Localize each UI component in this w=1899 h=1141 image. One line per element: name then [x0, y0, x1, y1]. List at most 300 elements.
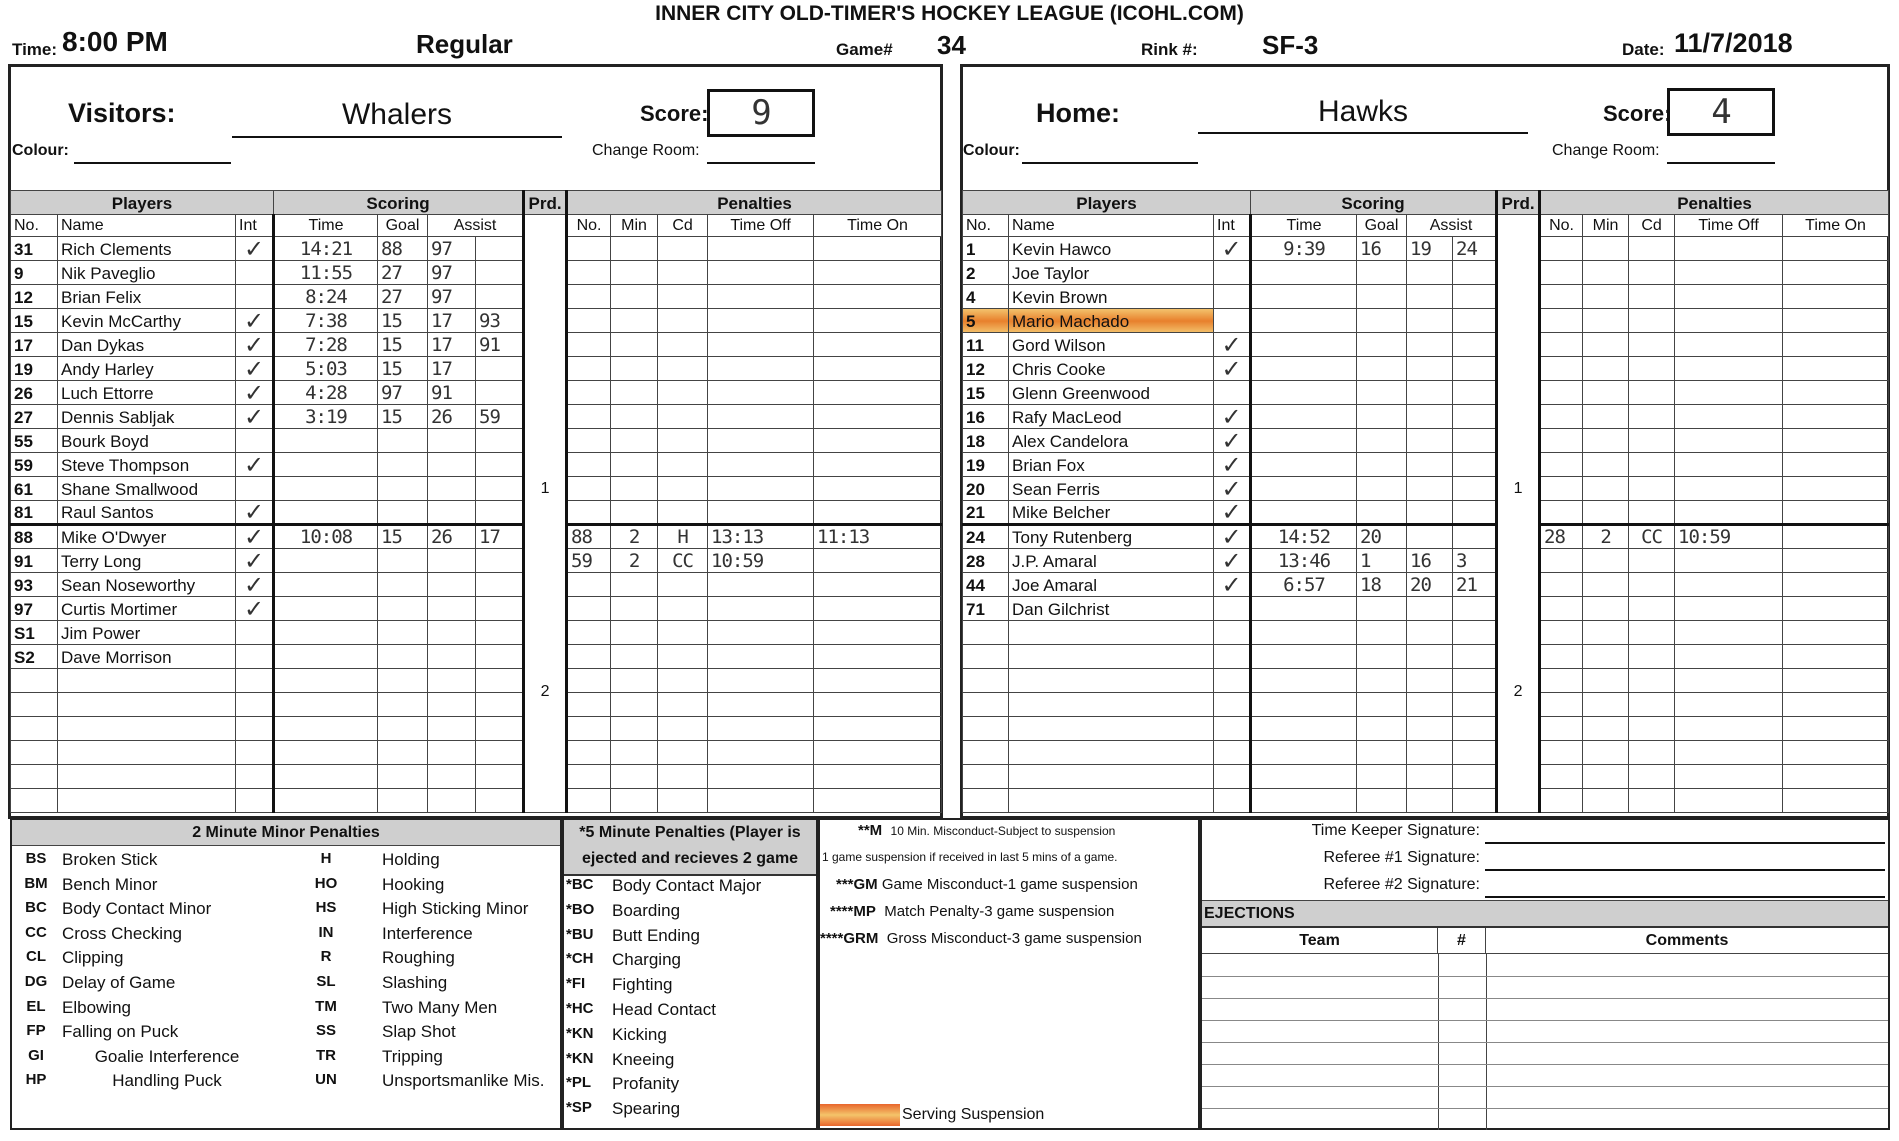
penalty-code[interactable]: [658, 645, 708, 669]
penalty-minutes[interactable]: [611, 741, 658, 765]
goal-scorer[interactable]: [378, 789, 428, 813]
penalty-minutes[interactable]: [611, 357, 658, 381]
penalty-minutes[interactable]: [1583, 285, 1629, 309]
goal-scorer[interactable]: [378, 717, 428, 741]
penalty-minutes[interactable]: [611, 693, 658, 717]
penalty-time-on[interactable]: [1783, 453, 1889, 477]
assist-1[interactable]: 91: [428, 381, 476, 405]
penalty-code[interactable]: [658, 381, 708, 405]
goal-scorer[interactable]: [1357, 501, 1407, 525]
penalty-time-on[interactable]: [1783, 525, 1889, 549]
ejection-row-line[interactable]: [1202, 1086, 1888, 1087]
penalty-time-on[interactable]: [1783, 285, 1889, 309]
referee1-signature-line[interactable]: [1485, 869, 1885, 871]
penalty-time-on[interactable]: [814, 717, 942, 741]
penalty-code[interactable]: [658, 693, 708, 717]
goal-scorer[interactable]: [378, 765, 428, 789]
penalty-time-on[interactable]: [1783, 237, 1889, 261]
penalty-code[interactable]: [1629, 285, 1675, 309]
assist-2[interactable]: [476, 237, 524, 261]
penalty-code[interactable]: [1629, 381, 1675, 405]
goal-time[interactable]: 7:38: [274, 309, 378, 333]
penalty-time-on[interactable]: [1783, 381, 1889, 405]
penalty-code[interactable]: [658, 741, 708, 765]
assist-2[interactable]: [476, 549, 524, 573]
penalty-time-off[interactable]: [708, 621, 814, 645]
penalty-time-on[interactable]: [814, 261, 942, 285]
assist-1[interactable]: [1407, 501, 1453, 525]
penalty-time-off[interactable]: [708, 765, 814, 789]
goal-time[interactable]: [1251, 453, 1357, 477]
penalty-code[interactable]: [658, 357, 708, 381]
penalty-time-off[interactable]: [708, 669, 814, 693]
penalty-minutes[interactable]: [1583, 789, 1629, 813]
penalty-time-on[interactable]: [1783, 429, 1889, 453]
penalty-player-number[interactable]: [567, 669, 611, 693]
penalty-player-number[interactable]: [1540, 261, 1583, 285]
penalty-player-number[interactable]: [567, 357, 611, 381]
penalty-minutes[interactable]: [611, 381, 658, 405]
penalty-minutes[interactable]: [611, 285, 658, 309]
penalty-minutes[interactable]: [1583, 477, 1629, 501]
assist-2[interactable]: [1453, 645, 1497, 669]
penalty-time-off[interactable]: [1675, 405, 1783, 429]
penalty-player-number[interactable]: [1540, 501, 1583, 525]
penalty-time-off[interactable]: [1675, 717, 1783, 741]
goal-scorer[interactable]: 88: [378, 237, 428, 261]
penalty-code[interactable]: [658, 573, 708, 597]
goal-time[interactable]: [1251, 261, 1357, 285]
assist-2[interactable]: [1453, 309, 1497, 333]
penalty-player-number[interactable]: [1540, 717, 1583, 741]
assist-2[interactable]: [1453, 333, 1497, 357]
penalty-time-off[interactable]: [708, 645, 814, 669]
penalty-code[interactable]: [658, 285, 708, 309]
goal-scorer[interactable]: [378, 501, 428, 525]
penalty-player-number[interactable]: [1540, 453, 1583, 477]
penalty-player-number[interactable]: [1540, 285, 1583, 309]
penalty-time-on[interactable]: [814, 381, 942, 405]
penalty-code[interactable]: [1629, 501, 1675, 525]
penalty-minutes[interactable]: [1583, 645, 1629, 669]
penalty-player-number[interactable]: [567, 285, 611, 309]
penalty-time-off[interactable]: [708, 741, 814, 765]
penalty-minutes[interactable]: [611, 669, 658, 693]
penalty-time-off[interactable]: [708, 477, 814, 501]
goal-scorer[interactable]: [378, 597, 428, 621]
goal-time[interactable]: [274, 477, 378, 501]
penalty-time-on[interactable]: [814, 645, 942, 669]
assist-1[interactable]: [428, 573, 476, 597]
penalty-player-number[interactable]: [1540, 765, 1583, 789]
penalty-code[interactable]: [658, 717, 708, 741]
goal-time[interactable]: [1251, 645, 1357, 669]
goal-time[interactable]: [274, 429, 378, 453]
penalty-minutes[interactable]: [1583, 693, 1629, 717]
penalty-minutes[interactable]: [1583, 501, 1629, 525]
penalty-code[interactable]: [1629, 789, 1675, 813]
penalty-player-number[interactable]: [1540, 645, 1583, 669]
penalty-time-on[interactable]: [1783, 693, 1889, 717]
ejection-row-line[interactable]: [1202, 998, 1888, 999]
penalty-minutes[interactable]: [1583, 405, 1629, 429]
penalty-code[interactable]: [658, 501, 708, 525]
goal-scorer[interactable]: [1357, 333, 1407, 357]
goal-time[interactable]: [1251, 357, 1357, 381]
penalty-time-on[interactable]: [814, 789, 942, 813]
ejection-row-line[interactable]: [1202, 1020, 1888, 1021]
penalty-player-number[interactable]: [567, 429, 611, 453]
goal-scorer[interactable]: [1357, 453, 1407, 477]
referee2-signature-line[interactable]: [1485, 896, 1885, 898]
penalty-code[interactable]: [1629, 453, 1675, 477]
assist-1[interactable]: 17: [428, 357, 476, 381]
assist-1[interactable]: 26: [428, 525, 476, 549]
penalty-code[interactable]: [1629, 573, 1675, 597]
penalty-time-on[interactable]: [1783, 741, 1889, 765]
assist-2[interactable]: [476, 261, 524, 285]
penalty-player-number[interactable]: [567, 453, 611, 477]
penalty-time-off[interactable]: [708, 357, 814, 381]
goal-scorer[interactable]: [378, 573, 428, 597]
penalty-time-off[interactable]: [708, 717, 814, 741]
assist-1[interactable]: [428, 621, 476, 645]
goal-time[interactable]: 9:39: [1251, 237, 1357, 261]
penalty-time-on[interactable]: [1783, 621, 1889, 645]
goal-scorer[interactable]: [378, 453, 428, 477]
goal-scorer[interactable]: [1357, 669, 1407, 693]
goal-scorer[interactable]: 15: [378, 525, 428, 549]
penalty-player-number[interactable]: [1540, 309, 1583, 333]
goal-scorer[interactable]: [1357, 477, 1407, 501]
penalty-player-number[interactable]: [567, 765, 611, 789]
penalty-minutes[interactable]: [611, 477, 658, 501]
penalty-player-number[interactable]: [1540, 333, 1583, 357]
goal-time[interactable]: [1251, 285, 1357, 309]
assist-1[interactable]: [1407, 453, 1453, 477]
penalty-player-number[interactable]: [1540, 693, 1583, 717]
penalty-code[interactable]: [658, 309, 708, 333]
goal-scorer[interactable]: [1357, 381, 1407, 405]
penalty-player-number[interactable]: [567, 477, 611, 501]
penalty-time-on[interactable]: [814, 597, 942, 621]
assist-1[interactable]: [1407, 261, 1453, 285]
goal-scorer[interactable]: [1357, 285, 1407, 309]
goal-time[interactable]: [274, 645, 378, 669]
penalty-time-off[interactable]: [708, 405, 814, 429]
penalty-player-number[interactable]: [567, 573, 611, 597]
penalty-code[interactable]: [658, 621, 708, 645]
assist-1[interactable]: [1407, 645, 1453, 669]
penalty-code[interactable]: H: [658, 525, 708, 549]
penalty-time-off[interactable]: [1675, 477, 1783, 501]
penalty-time-off[interactable]: 10:59: [1675, 525, 1783, 549]
assist-1[interactable]: [428, 549, 476, 573]
goal-time[interactable]: 6:57: [1251, 573, 1357, 597]
penalty-minutes[interactable]: [611, 717, 658, 741]
penalty-code[interactable]: [1629, 741, 1675, 765]
goal-scorer[interactable]: [378, 693, 428, 717]
assist-2[interactable]: [476, 621, 524, 645]
penalty-time-off[interactable]: [708, 693, 814, 717]
penalty-player-number[interactable]: [567, 405, 611, 429]
goal-scorer[interactable]: 97: [378, 381, 428, 405]
goal-time[interactable]: 14:21: [274, 237, 378, 261]
goal-time[interactable]: 11:55: [274, 261, 378, 285]
goal-time[interactable]: [1251, 621, 1357, 645]
penalty-time-off[interactable]: [708, 453, 814, 477]
penalty-code[interactable]: [658, 477, 708, 501]
assist-2[interactable]: [476, 669, 524, 693]
penalty-code[interactable]: [658, 453, 708, 477]
penalty-minutes[interactable]: [611, 789, 658, 813]
penalty-time-on[interactable]: [1783, 501, 1889, 525]
assist-1[interactable]: [428, 669, 476, 693]
goal-scorer[interactable]: [1357, 789, 1407, 813]
goal-time[interactable]: 7:28: [274, 333, 378, 357]
penalty-time-on[interactable]: [1783, 333, 1889, 357]
penalty-time-on[interactable]: [1783, 357, 1889, 381]
penalty-time-on[interactable]: [1783, 477, 1889, 501]
assist-2[interactable]: [476, 453, 524, 477]
penalty-code[interactable]: [1629, 237, 1675, 261]
assist-2[interactable]: [476, 381, 524, 405]
penalty-time-on[interactable]: [814, 741, 942, 765]
penalty-code[interactable]: [658, 669, 708, 693]
goal-time[interactable]: [274, 453, 378, 477]
penalty-minutes[interactable]: 2: [611, 549, 658, 573]
penalty-player-number[interactable]: [1540, 741, 1583, 765]
assist-2[interactable]: [1453, 717, 1497, 741]
penalty-time-off[interactable]: [1675, 597, 1783, 621]
ejection-row-line[interactable]: [1202, 1108, 1888, 1109]
assist-2[interactable]: [476, 501, 524, 525]
penalty-player-number[interactable]: [1540, 621, 1583, 645]
penalty-player-number[interactable]: 88: [567, 525, 611, 549]
goal-time[interactable]: [1251, 597, 1357, 621]
penalty-minutes[interactable]: [611, 309, 658, 333]
penalty-code[interactable]: [1629, 669, 1675, 693]
assist-2[interactable]: [476, 717, 524, 741]
assist-1[interactable]: [428, 693, 476, 717]
assist-1[interactable]: [428, 597, 476, 621]
penalty-time-on[interactable]: [814, 501, 942, 525]
goal-time[interactable]: [274, 693, 378, 717]
assist-2[interactable]: [476, 741, 524, 765]
penalty-player-number[interactable]: [567, 333, 611, 357]
penalty-minutes[interactable]: 2: [1583, 525, 1629, 549]
assist-1[interactable]: [1407, 693, 1453, 717]
ejection-row-line[interactable]: [1202, 1064, 1888, 1065]
penalty-time-off[interactable]: [708, 333, 814, 357]
penalty-time-off[interactable]: [1675, 381, 1783, 405]
penalty-minutes[interactable]: [611, 501, 658, 525]
goal-time[interactable]: [1251, 741, 1357, 765]
penalty-time-off[interactable]: [708, 597, 814, 621]
penalty-time-on[interactable]: [1783, 669, 1889, 693]
ejection-row-line[interactable]: [1202, 976, 1888, 977]
penalty-time-off[interactable]: [708, 789, 814, 813]
goal-time[interactable]: [274, 501, 378, 525]
assist-2[interactable]: [476, 285, 524, 309]
penalty-time-off[interactable]: 13:13: [708, 525, 814, 549]
assist-1[interactable]: [428, 765, 476, 789]
goal-time[interactable]: [1251, 333, 1357, 357]
penalty-minutes[interactable]: [611, 645, 658, 669]
goal-time[interactable]: [1251, 309, 1357, 333]
penalty-player-number[interactable]: [1540, 549, 1583, 573]
penalty-minutes[interactable]: [1583, 669, 1629, 693]
assist-1[interactable]: [1407, 525, 1453, 549]
penalty-minutes[interactable]: [1583, 621, 1629, 645]
penalty-time-off[interactable]: 10:59: [708, 549, 814, 573]
penalty-player-number[interactable]: [567, 693, 611, 717]
penalty-time-on[interactable]: [1783, 645, 1889, 669]
assist-1[interactable]: [1407, 789, 1453, 813]
goal-time[interactable]: [274, 597, 378, 621]
penalty-code[interactable]: [658, 597, 708, 621]
assist-1[interactable]: [428, 453, 476, 477]
assist-1[interactable]: 17: [428, 333, 476, 357]
goal-time[interactable]: 8:24: [274, 285, 378, 309]
assist-1[interactable]: [428, 741, 476, 765]
goal-time[interactable]: 13:46: [1251, 549, 1357, 573]
goal-scorer[interactable]: 15: [378, 309, 428, 333]
penalty-minutes[interactable]: [611, 573, 658, 597]
penalty-time-on[interactable]: [814, 237, 942, 261]
assist-2[interactable]: [1453, 621, 1497, 645]
penalty-time-off[interactable]: [1675, 309, 1783, 333]
assist-2[interactable]: 24: [1453, 237, 1497, 261]
goal-time[interactable]: 3:19: [274, 405, 378, 429]
goal-time[interactable]: [274, 549, 378, 573]
assist-1[interactable]: [1407, 381, 1453, 405]
penalty-time-off[interactable]: [1675, 573, 1783, 597]
penalty-time-off[interactable]: [1675, 741, 1783, 765]
assist-1[interactable]: [428, 501, 476, 525]
goal-scorer[interactable]: [1357, 621, 1407, 645]
penalty-player-number[interactable]: 59: [567, 549, 611, 573]
penalty-time-on[interactable]: [814, 549, 942, 573]
penalty-time-on[interactable]: [814, 453, 942, 477]
penalty-code[interactable]: [658, 261, 708, 285]
goal-scorer[interactable]: 27: [378, 261, 428, 285]
assist-2[interactable]: [1453, 453, 1497, 477]
goal-time[interactable]: 10:08: [274, 525, 378, 549]
assist-2[interactable]: 21: [1453, 573, 1497, 597]
penalty-time-on[interactable]: [814, 429, 942, 453]
penalty-code[interactable]: [1629, 477, 1675, 501]
assist-2[interactable]: [1453, 405, 1497, 429]
penalty-player-number[interactable]: [1540, 597, 1583, 621]
goal-scorer[interactable]: [1357, 597, 1407, 621]
goal-time[interactable]: [1251, 693, 1357, 717]
penalty-code[interactable]: [1629, 549, 1675, 573]
assist-2[interactable]: [1453, 693, 1497, 717]
assist-2[interactable]: [1453, 261, 1497, 285]
penalty-time-off[interactable]: [1675, 357, 1783, 381]
goal-time[interactable]: [274, 741, 378, 765]
assist-1[interactable]: 19: [1407, 237, 1453, 261]
goal-time[interactable]: 5:03: [274, 357, 378, 381]
penalty-time-off[interactable]: [708, 237, 814, 261]
penalty-minutes[interactable]: [1583, 765, 1629, 789]
penalty-time-off[interactable]: [1675, 645, 1783, 669]
assist-2[interactable]: [1453, 501, 1497, 525]
penalty-code[interactable]: [658, 789, 708, 813]
penalty-player-number[interactable]: [567, 741, 611, 765]
assist-2[interactable]: [1453, 789, 1497, 813]
assist-2[interactable]: 17: [476, 525, 524, 549]
goal-scorer[interactable]: [1357, 693, 1407, 717]
penalty-minutes[interactable]: [1583, 573, 1629, 597]
penalty-time-on[interactable]: [1783, 549, 1889, 573]
penalty-player-number[interactable]: [567, 309, 611, 333]
goal-scorer[interactable]: [378, 645, 428, 669]
goal-scorer[interactable]: 20: [1357, 525, 1407, 549]
penalty-time-off[interactable]: [1675, 789, 1783, 813]
penalty-minutes[interactable]: [611, 333, 658, 357]
penalty-time-off[interactable]: [1675, 501, 1783, 525]
goal-scorer[interactable]: [1357, 357, 1407, 381]
goal-scorer[interactable]: 18: [1357, 573, 1407, 597]
penalty-code[interactable]: [658, 765, 708, 789]
penalty-time-off[interactable]: [1675, 333, 1783, 357]
goal-time[interactable]: [1251, 789, 1357, 813]
assist-2[interactable]: 3: [1453, 549, 1497, 573]
penalty-player-number[interactable]: 28: [1540, 525, 1583, 549]
penalty-time-on[interactable]: 11:13: [814, 525, 942, 549]
assist-2[interactable]: [476, 477, 524, 501]
penalty-player-number[interactable]: [567, 381, 611, 405]
penalty-time-on[interactable]: [1783, 573, 1889, 597]
assist-2[interactable]: [476, 693, 524, 717]
assist-1[interactable]: [1407, 741, 1453, 765]
penalty-minutes[interactable]: [611, 765, 658, 789]
assist-2[interactable]: [476, 357, 524, 381]
goal-time[interactable]: 14:52: [1251, 525, 1357, 549]
penalty-code[interactable]: [1629, 693, 1675, 717]
goal-time[interactable]: [1251, 717, 1357, 741]
penalty-time-off[interactable]: [708, 429, 814, 453]
penalty-time-on[interactable]: [1783, 765, 1889, 789]
penalty-time-off[interactable]: [708, 573, 814, 597]
assist-2[interactable]: [476, 789, 524, 813]
penalty-minutes[interactable]: [611, 597, 658, 621]
penalty-time-on[interactable]: [814, 765, 942, 789]
penalty-player-number[interactable]: [567, 789, 611, 813]
penalty-time-on[interactable]: [1783, 717, 1889, 741]
penalty-player-number[interactable]: [567, 261, 611, 285]
penalty-player-number[interactable]: [1540, 357, 1583, 381]
assist-2[interactable]: [1453, 285, 1497, 309]
assist-2[interactable]: [1453, 525, 1497, 549]
assist-1[interactable]: [1407, 597, 1453, 621]
assist-1[interactable]: [428, 429, 476, 453]
penalty-time-on[interactable]: [814, 285, 942, 309]
penalty-player-number[interactable]: [1540, 405, 1583, 429]
penalty-code[interactable]: [1629, 429, 1675, 453]
penalty-code[interactable]: [1629, 309, 1675, 333]
penalty-time-on[interactable]: [814, 357, 942, 381]
assist-1[interactable]: [428, 645, 476, 669]
assist-2[interactable]: [476, 645, 524, 669]
penalty-minutes[interactable]: [1583, 357, 1629, 381]
penalty-minutes[interactable]: [611, 405, 658, 429]
penalty-minutes[interactable]: [1583, 309, 1629, 333]
penalty-code[interactable]: [1629, 765, 1675, 789]
penalty-minutes[interactable]: [1583, 453, 1629, 477]
